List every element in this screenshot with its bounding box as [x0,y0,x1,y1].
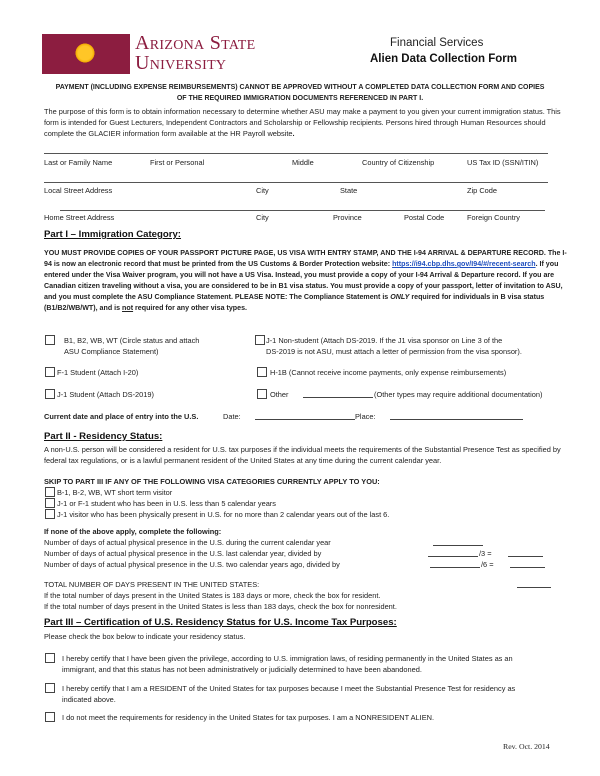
option-b1-b2: B1, B2, WB, WT (Circle status and attach [64,336,200,345]
notice-line-2: OF THE REQUIRED IMMIGRATION DOCUMENTS REFERENCED IN PART I. [176,95,424,102]
skip-item-student: J-1 or F-1 student who has been in U.S. less than 5 calendar years [57,499,276,508]
sun-icon [74,42,96,64]
option-b1-b2-cont: ASU Compliance Statement) [64,347,159,356]
date-input[interactable] [255,412,355,420]
label-foreign-country: Foreign Country [467,213,520,222]
skip-instruction: SKIP TO PART III IF ANY OF THE FOLLOWING VISA CATEGORIES CURRENTLY APPLY TO YOU: [44,477,380,486]
days-last-year-input[interactable] [428,549,478,557]
part1-instructions: YOU MUST PROVIDE COPIES OF YOUR PASSPORT PICTURE PAGE, US VISA WITH ENTRY STAMP, AND THE I-94 ARRIVAL & DEPARTURE RECORD. The I-94 is now an electronic record that must be printed from the US Customs & Border Protection website: https://i94.cbp.dhs.gov/I94/#/recent-search. If you entered under the Visa Waiver program, you will not have a US Visa. Instead, you must provide a copy of your I-94 Arrival & Departure record. If you are Canadian citizen traveling without a visa, you are considered to be in B1 visa status. You must provide a copy of your passport, letter of invitation to ASU, and you must complete the ASU Compliance Statement. PLEASE NOTE: The Compliance Statement is ONLY required for individuals in B visa status (B1/B2/WB/WT), and is not required for any other visa types. [44,249,567,312]
label-city: City [256,186,269,195]
option-other: Other [270,390,289,399]
label-home-address: Home Street Address [44,213,115,222]
skip-item-visitor: J-1 visitor who has been physically present in U.S. for no more than 2 calendar years out of the last 6. [57,510,390,519]
place-input[interactable] [390,412,523,420]
label-zip: Zip Code [467,186,497,195]
label-first-name: First or Personal [150,158,205,167]
form-title: Alien Data Collection Form [370,53,517,65]
department-name: Financial Services [390,37,484,49]
nonresident-rule: If the total number of days present in the United States is less than 183 days, check the box for nonresident. [44,602,397,611]
label-middle: Middle [292,158,314,167]
asu-logo [42,32,287,76]
field-line-2[interactable] [44,182,548,183]
option-f1: F-1 Student (Attach I-20) [57,368,139,377]
checkbox-other[interactable] [257,389,267,399]
resident-rule: If the total number of days present in the United States is 183 days or more, check the box for resident. [44,591,381,600]
checkbox-nonresident[interactable] [45,712,55,722]
cert-permanent-1: I hereby certify that I have been given the privilege, according to U.S. immigration laws, of residing permanently in the United States as an [62,654,513,663]
purpose-text: The purpose of this form is to obtain information necessary to determine whether ASU may make a payment to you given your current immigration status. This form is intended for Guest Lecturers, Independent Contractors and Scholarship or Fellowship recipients. Persons hired through Human Resources should complete the GLACIER information form available at the HR Payroll website. [44,107,561,138]
label-state: State [340,186,358,195]
checkbox-h1b[interactable] [257,367,267,377]
days-current-input[interactable] [433,538,483,546]
part1-heading: Part I – Immigration Category: [44,229,182,240]
notice-line-1: PAYMENT (INCLUDING EXPENSE REIMBURSEMENTS) CANNOT BE APPROVED WITHOUT A COMPLETED DATA COLLECTION FORM AND COPIES [55,84,545,91]
checkbox-skip-visitor[interactable] [45,509,55,519]
cert-resident-2: indicated above. [62,695,116,704]
label-province: Province [333,213,362,222]
label-local-address: Local Street Address [44,186,113,195]
label-tax-id: US Tax ID (SSN/ITIN) [467,158,539,167]
divide-by-3: /3 = [479,549,492,558]
option-j1-nonstudent-cont: DS-2019 is not ASU, must attach a letter of permission from the visa sponsor). [266,347,522,356]
other-input[interactable] [303,390,373,398]
days-last-year-result[interactable] [508,549,543,557]
part3-heading: Part III – Certification of U.S. Residency Status for U.S. Income Tax Purposes: [44,617,397,628]
option-j1-nonstudent: J-1 Non-student (Attach DS-2019. If the J1 visa sponsor on Line 3 of the [266,336,503,345]
cert-resident-1: I hereby certify that I am a RESIDENT of the United States for tax purposes because I meet the Substantial Presence Test for residency as [62,684,516,693]
logo-line-2: University [135,52,227,74]
days-current: Number of days of actual physical presence in the U.S. during the current calendar year [44,538,331,547]
checkbox-permanent-resident[interactable] [45,653,55,663]
date-label: Date: [223,412,241,421]
checkbox-f1[interactable] [45,367,55,377]
logo-line-1: Arizona State [135,32,256,54]
checkbox-skip-b[interactable] [45,487,55,497]
field-line-3[interactable] [60,210,545,211]
part3-instruction: Please check the box below to indicate your residency status. [44,632,246,641]
checkbox-j1-nonstudent[interactable] [255,335,265,345]
field-line-1[interactable] [44,153,548,154]
none-apply-heading: If none of the above apply, complete the following: [44,527,222,536]
part2-description: A non-U.S. person will be considered a resident for U.S. tax purposes if the individual meets the requirements of the Substantial Presence Test as specified by federal tax regulations, or is a lawful permanent resident of the United States at any time during the current calendar year. [44,445,561,465]
label-country: Country of Citizenship [362,158,435,167]
revision-date: Rev. Oct. 2014 [503,742,550,751]
place-label: Place: [355,412,376,421]
label-last-name: Last or Family Name [44,158,113,167]
cert-permanent-2: immigrant, and that this status has not been administratively or judicially determined to have been abandoned. [62,665,422,674]
days-two-years-result[interactable] [510,560,545,568]
label-home-city: City [256,213,269,222]
entry-label: Current date and place of entry into the U.S. [44,412,199,421]
i94-link[interactable]: https://i94.cbp.dhs.gov/I94/#/recent-search [392,260,536,268]
option-j1-student: J-1 Student (Attach DS-2019) [57,390,154,399]
option-h1b: H-1B (Cannot receive income payments, only expense reimbursements) [270,368,507,377]
label-postal-code: Postal Code [404,213,445,222]
checkbox-j1-student[interactable] [45,389,55,399]
total-days-input[interactable] [517,580,551,588]
other-note: (Other types may require additional documentation) [374,390,543,399]
days-two-years-input[interactable] [430,560,480,568]
divide-by-6: /6 = [481,560,494,569]
checkbox-skip-student[interactable] [45,498,55,508]
checkbox-b1-b2[interactable] [45,335,55,345]
total-days-label: TOTAL NUMBER OF DAYS PRESENT IN THE UNITED STATES: [44,580,260,589]
skip-item-b: B-1, B-2, WB, WT short term visitor [57,488,173,497]
part2-heading: Part II - Residency Status: [44,431,163,442]
cert-nonresident: I do not meet the requirements for residency in the United States for tax purposes. I am a NONRESIDENT ALIEN. [62,713,435,722]
checkbox-resident[interactable] [45,683,55,693]
days-last-year: Number of days of actual physical presence in the U.S. last calendar year, divided by [44,549,322,558]
days-two-years-ago: Number of days of actual physical presence in the U.S. two calendar years ago, divided by [44,560,340,569]
